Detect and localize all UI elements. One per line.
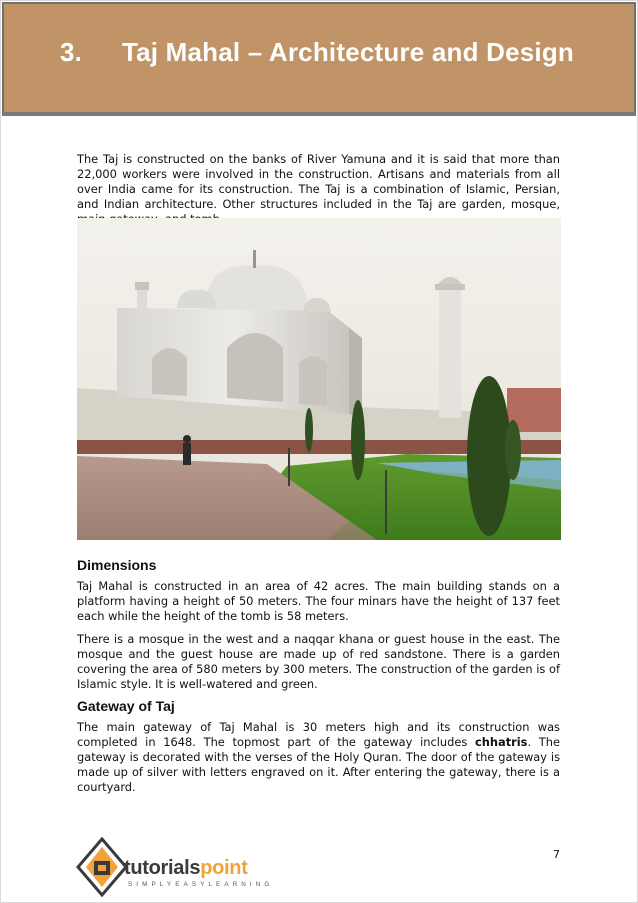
page-number: 7 bbox=[553, 848, 560, 861]
gateway-bold-term: chhatris bbox=[475, 735, 528, 749]
gateway-text-before: The main gateway of Taj Mahal is 30 meters high and its construction was completed in 1648. The topmost part of the gateway includes bbox=[77, 720, 560, 749]
dimensions-section bbox=[77, 579, 560, 692]
gateway-section bbox=[77, 720, 560, 795]
gateway-paragraph bbox=[77, 720, 560, 795]
dimensions-paragraph-2: There is a mosque in the west and a naqqar khana or guest house in the east. The mosque and the guest house are made up of red sandstone. There is a garden covering the area of 580 meters by 300 meters. The construction of the garden is of Islamic style. It is well-watered and green. bbox=[77, 632, 560, 691]
taj-mahal-photo bbox=[77, 218, 561, 540]
gateway-heading: Gateway of Taj bbox=[77, 698, 175, 714]
chapter-banner bbox=[2, 2, 636, 114]
dimensions-heading: Dimensions bbox=[77, 557, 157, 573]
intro-section bbox=[77, 152, 560, 227]
logo-main-text: tutorials bbox=[124, 857, 201, 879]
logo-emblem-icon bbox=[76, 837, 128, 897]
logo-tagline: SIMPLYEASYLEARNING bbox=[128, 881, 274, 888]
chapter-title-text: Taj Mahal – Architecture and Design bbox=[122, 37, 574, 67]
logo-wordmark bbox=[124, 857, 248, 880]
taj-mahal-illustration bbox=[77, 218, 561, 540]
chapter-number: 3. bbox=[60, 37, 83, 67]
logo-accent-text: point bbox=[200, 857, 248, 879]
intro-paragraph: The Taj is constructed on the banks of River Yamuna and it is said that more than 22,000 workers were involved in the construction. Artisans and materials from all over India came for its construction. The Taj is a combination of Islamic, Persian, and Indian architecture. Other structures included in the Taj are garden, mosque, bbox=[77, 152, 560, 211]
gateway-text-after: . The gateway is decorated with the verses of the Holy Quran. The door of the gateway is made up of silver with letters engraved on it. After entering the gateway, there is a courtyard. bbox=[77, 735, 560, 794]
chapter-title bbox=[60, 37, 574, 68]
dimensions-paragraph-1: Taj Mahal is constructed in an area of 42 acres. The main building stands on a platform having a height of 50 meters. The four minars have the height of 137 feet each while the height of the tomb is 58 meters. bbox=[77, 579, 560, 623]
tutorialspoint-logo bbox=[76, 835, 286, 901]
